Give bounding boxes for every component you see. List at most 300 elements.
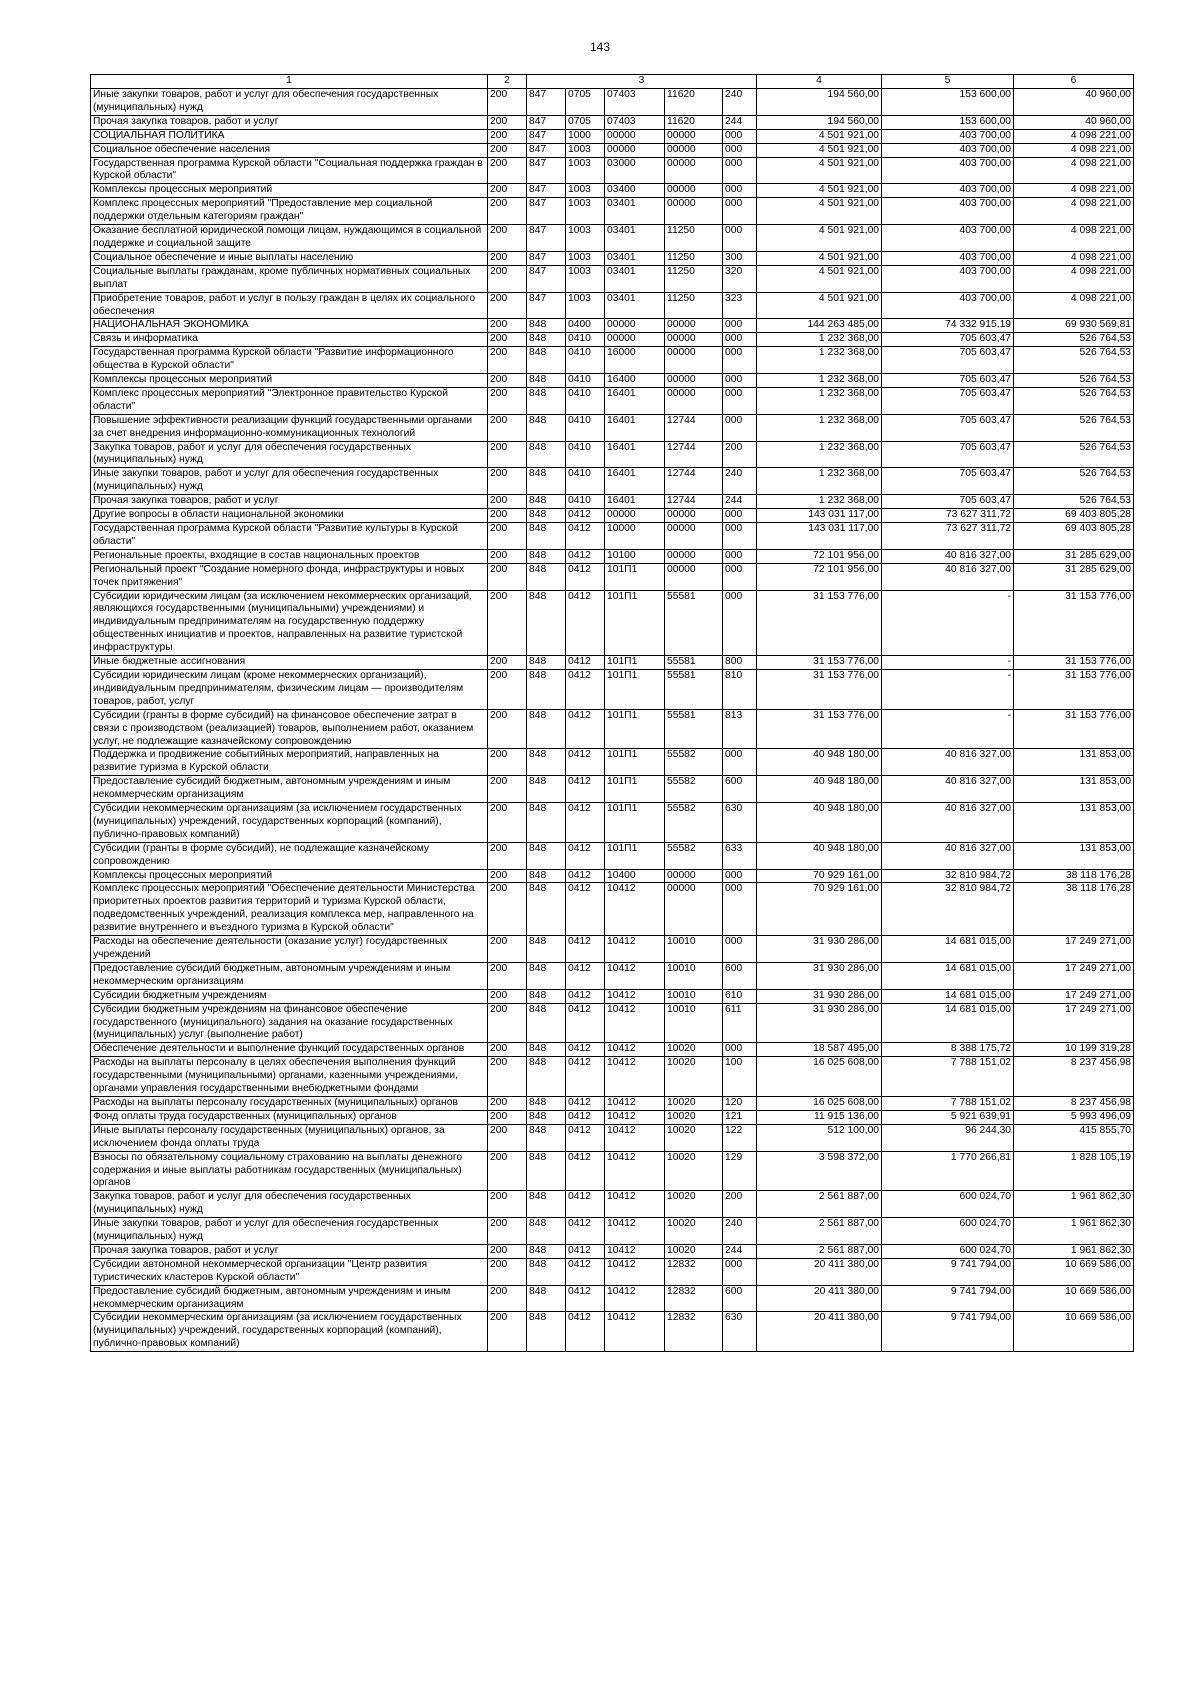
value-remaining: 1 961 862,30 [1014, 1191, 1134, 1218]
value-executed: 7 788 151,02 [882, 1057, 1014, 1097]
code-ministry: 847 [527, 198, 566, 225]
value-executed: 403 700,00 [882, 129, 1014, 143]
code-ministry: 847 [527, 115, 566, 129]
table-row [91, 387, 1134, 414]
code-direction: 00000 [665, 869, 723, 883]
code-direction: 00000 [665, 143, 723, 157]
code-ministry: 848 [527, 749, 566, 776]
code-program: 10100 [605, 549, 665, 563]
code-direction: 55581 [665, 709, 723, 749]
code-direction: 00000 [665, 184, 723, 198]
table-row [91, 1191, 1134, 1218]
row-name: Расходы на выплаты персоналу государственных (муниципальных) органов [91, 1096, 488, 1110]
code-program: 03401 [605, 265, 665, 292]
value-approved: 144 263 485,00 [757, 319, 882, 333]
row-name: Государственная программа Курской области "Социальная поддержка граждан в Курской области" [91, 157, 488, 184]
code-admin: 200 [488, 1057, 527, 1097]
value-executed: - [882, 709, 1014, 749]
value-approved: 31 930 286,00 [757, 962, 882, 989]
row-name: Прочая закупка товаров, работ и услуг [91, 115, 488, 129]
code-admin: 200 [488, 1312, 527, 1352]
code-ministry: 848 [527, 414, 566, 441]
row-name: Другие вопросы в области национальной экономики [91, 509, 488, 523]
row-name: Комплексы процессных мероприятий [91, 869, 488, 883]
table-row [91, 549, 1134, 563]
code-admin: 200 [488, 590, 527, 656]
table-row [91, 709, 1134, 749]
code-ministry: 848 [527, 803, 566, 843]
code-ministry: 848 [527, 1151, 566, 1191]
code-expense-type: 240 [723, 89, 757, 116]
table-row [91, 749, 1134, 776]
value-approved: 20 411 380,00 [757, 1285, 882, 1312]
value-executed: 403 700,00 [882, 198, 1014, 225]
page-number: 143 [589, 40, 611, 54]
value-executed: 7 788 151,02 [882, 1096, 1014, 1110]
code-ministry: 847 [527, 143, 566, 157]
code-direction: 00000 [665, 319, 723, 333]
code-admin: 200 [488, 523, 527, 550]
code-section: 0412 [566, 656, 605, 670]
row-name: Расходы на обеспечение деятельности (оказание услуг) государственных учреждений [91, 936, 488, 963]
code-admin: 200 [488, 129, 527, 143]
code-admin: 200 [488, 1244, 527, 1258]
value-approved: 11 915 136,00 [757, 1110, 882, 1124]
code-ministry: 848 [527, 709, 566, 749]
row-name: Связь и информатика [91, 333, 488, 347]
code-section: 1003 [566, 292, 605, 319]
code-section: 0410 [566, 333, 605, 347]
code-admin: 200 [488, 414, 527, 441]
value-remaining: 31 153 776,00 [1014, 709, 1134, 749]
code-section: 0410 [566, 387, 605, 414]
code-expense-type: 610 [723, 989, 757, 1003]
value-remaining: 526 764,53 [1014, 374, 1134, 388]
row-name: Субсидии юридическим лицам (кроме некоммерческих организаций), индивидуальным предпринимателям, физическим лицам — производителям товаров, работ, услуг [91, 669, 488, 709]
value-approved: 40 948 180,00 [757, 842, 882, 869]
table-row [91, 374, 1134, 388]
code-direction: 00000 [665, 347, 723, 374]
code-ministry: 847 [527, 129, 566, 143]
code-expense-type: 000 [723, 749, 757, 776]
table-row [91, 1312, 1134, 1352]
code-admin: 200 [488, 265, 527, 292]
value-remaining: 131 853,00 [1014, 776, 1134, 803]
value-executed: 705 603,47 [882, 387, 1014, 414]
code-section: 1003 [566, 265, 605, 292]
value-approved: 4 501 921,00 [757, 143, 882, 157]
code-admin: 200 [488, 549, 527, 563]
table-row [91, 1043, 1134, 1057]
column-header-1: 1 [91, 75, 488, 89]
code-section: 0412 [566, 669, 605, 709]
code-expense-type: 600 [723, 1285, 757, 1312]
code-section: 0412 [566, 1057, 605, 1097]
table-row [91, 143, 1134, 157]
value-executed: 14 681 015,00 [882, 936, 1014, 963]
row-name: Субсидии (гранты в форме субсидий), не подлежащие казначейскому сопровождению [91, 842, 488, 869]
code-direction: 10020 [665, 1218, 723, 1245]
code-admin: 200 [488, 468, 527, 495]
value-remaining: 31 153 776,00 [1014, 590, 1134, 656]
code-direction: 12744 [665, 414, 723, 441]
code-expense-type: 300 [723, 251, 757, 265]
row-name: Предоставление субсидий бюджетным, автономным учреждениям и иным некоммерческим организациям [91, 1285, 488, 1312]
code-program: 10412 [605, 989, 665, 1003]
code-admin: 200 [488, 776, 527, 803]
code-direction: 10020 [665, 1096, 723, 1110]
code-direction: 10010 [665, 1003, 723, 1043]
code-direction: 00000 [665, 333, 723, 347]
code-expense-type: 630 [723, 1312, 757, 1352]
value-executed: 153 600,00 [882, 89, 1014, 116]
value-approved: 72 101 956,00 [757, 549, 882, 563]
code-ministry: 848 [527, 590, 566, 656]
code-program: 10000 [605, 523, 665, 550]
code-admin: 200 [488, 333, 527, 347]
value-approved: 16 025 608,00 [757, 1057, 882, 1097]
code-section: 1003 [566, 251, 605, 265]
code-direction: 11250 [665, 265, 723, 292]
code-section: 1003 [566, 184, 605, 198]
code-section: 0412 [566, 1191, 605, 1218]
code-section: 0705 [566, 89, 605, 116]
value-approved: 31 930 286,00 [757, 989, 882, 1003]
code-section: 0410 [566, 441, 605, 468]
code-program: 101П1 [605, 776, 665, 803]
value-executed: 32 810 984,72 [882, 869, 1014, 883]
column-header-6: 6 [1014, 75, 1134, 89]
code-direction: 10020 [665, 1244, 723, 1258]
value-remaining: 69 403 805,28 [1014, 523, 1134, 550]
code-program: 00000 [605, 129, 665, 143]
code-program: 03401 [605, 292, 665, 319]
code-admin: 200 [488, 749, 527, 776]
code-ministry: 848 [527, 468, 566, 495]
code-program: 10412 [605, 1124, 665, 1151]
code-ministry: 847 [527, 89, 566, 116]
value-approved: 20 411 380,00 [757, 1258, 882, 1285]
value-approved: 72 101 956,00 [757, 563, 882, 590]
code-expense-type: 000 [723, 869, 757, 883]
value-executed: 40 816 327,00 [882, 842, 1014, 869]
value-approved: 4 501 921,00 [757, 251, 882, 265]
code-section: 0412 [566, 1244, 605, 1258]
code-program: 10412 [605, 1244, 665, 1258]
value-approved: 16 025 608,00 [757, 1096, 882, 1110]
code-expense-type: 122 [723, 1124, 757, 1151]
table-row [91, 776, 1134, 803]
code-expense-type: 000 [723, 347, 757, 374]
value-remaining: 10 199 319,28 [1014, 1043, 1134, 1057]
value-remaining: 526 764,53 [1014, 414, 1134, 441]
code-expense-type: 240 [723, 468, 757, 495]
code-admin: 200 [488, 842, 527, 869]
code-section: 1003 [566, 225, 605, 252]
code-ministry: 848 [527, 842, 566, 869]
code-expense-type: 000 [723, 374, 757, 388]
value-executed: 403 700,00 [882, 157, 1014, 184]
table-row [91, 89, 1134, 116]
code-program: 16401 [605, 495, 665, 509]
code-direction: 10020 [665, 1057, 723, 1097]
code-section: 1003 [566, 143, 605, 157]
code-ministry: 848 [527, 1043, 566, 1057]
row-name: Субсидии автономной некоммерческой организации "Центр развития туристических кластеров Курской области" [91, 1258, 488, 1285]
code-expense-type: 611 [723, 1003, 757, 1043]
value-remaining: 415 855,70 [1014, 1124, 1134, 1151]
code-ministry: 848 [527, 495, 566, 509]
value-remaining: 10 669 586,00 [1014, 1285, 1134, 1312]
value-approved: 143 031 117,00 [757, 509, 882, 523]
value-approved: 40 948 180,00 [757, 803, 882, 843]
code-expense-type: 000 [723, 523, 757, 550]
code-ministry: 848 [527, 563, 566, 590]
value-approved: 2 561 887,00 [757, 1218, 882, 1245]
table-row [91, 441, 1134, 468]
value-approved: 194 560,00 [757, 89, 882, 116]
code-section: 0410 [566, 347, 605, 374]
value-executed: 14 681 015,00 [882, 989, 1014, 1003]
code-section: 0412 [566, 776, 605, 803]
code-direction: 12744 [665, 468, 723, 495]
code-ministry: 847 [527, 265, 566, 292]
row-name: Комплекс процессных мероприятий "Предоставление мер социальной поддержки отдельным категориям граждан" [91, 198, 488, 225]
table-row [91, 292, 1134, 319]
code-program: 101П1 [605, 749, 665, 776]
table-row [91, 883, 1134, 936]
code-direction: 55581 [665, 590, 723, 656]
table-row [91, 1057, 1134, 1097]
value-remaining: 526 764,53 [1014, 495, 1134, 509]
value-remaining: 4 098 221,00 [1014, 225, 1134, 252]
code-expense-type: 000 [723, 509, 757, 523]
value-remaining: 69 403 805,28 [1014, 509, 1134, 523]
value-remaining: 4 098 221,00 [1014, 198, 1134, 225]
column-header-4: 4 [757, 75, 882, 89]
value-executed: 14 681 015,00 [882, 1003, 1014, 1043]
code-admin: 200 [488, 347, 527, 374]
value-executed: - [882, 590, 1014, 656]
code-direction: 12744 [665, 441, 723, 468]
code-admin: 200 [488, 803, 527, 843]
row-name: Иные закупки товаров, работ и услуг для обеспечения государственных (муниципальных) нужд [91, 1218, 488, 1245]
code-direction: 55581 [665, 656, 723, 670]
code-section: 0412 [566, 749, 605, 776]
value-remaining: 131 853,00 [1014, 749, 1134, 776]
code-expense-type: 000 [723, 184, 757, 198]
code-section: 0400 [566, 319, 605, 333]
code-expense-type: 000 [723, 129, 757, 143]
code-program: 16401 [605, 387, 665, 414]
value-executed: 40 816 327,00 [882, 549, 1014, 563]
row-name: Региональный проект "Создание номерного фонда, инфраструктуры и новых точек притяжения" [91, 563, 488, 590]
code-section: 1003 [566, 157, 605, 184]
row-name: Региональные проекты, входящие в состав национальных проектов [91, 549, 488, 563]
column-header-3: 3 [527, 75, 757, 89]
row-name: Обеспечение деятельности и выполнение функций государственных органов [91, 1043, 488, 1057]
value-executed: 705 603,47 [882, 495, 1014, 509]
code-admin: 200 [488, 1003, 527, 1043]
value-executed: 403 700,00 [882, 251, 1014, 265]
row-name: Фонд оплаты труда государственных (муниципальных) органов [91, 1110, 488, 1124]
code-admin: 200 [488, 387, 527, 414]
table-row [91, 157, 1134, 184]
code-ministry: 848 [527, 509, 566, 523]
code-direction: 00000 [665, 387, 723, 414]
value-remaining: 40 960,00 [1014, 115, 1134, 129]
code-program: 03401 [605, 225, 665, 252]
row-name: Субсидии бюджетным учреждениям на финансовое обеспечение государственного (муниципального) задания на оказание государственных (муниципальных) услуг (выполнение работ) [91, 1003, 488, 1043]
code-section: 0412 [566, 1312, 605, 1352]
code-ministry: 848 [527, 441, 566, 468]
value-approved: 31 153 776,00 [757, 590, 882, 656]
code-admin: 200 [488, 883, 527, 936]
code-expense-type: 000 [723, 319, 757, 333]
code-program: 00000 [605, 319, 665, 333]
value-executed: 9 741 794,00 [882, 1258, 1014, 1285]
value-remaining: 526 764,53 [1014, 468, 1134, 495]
code-ministry: 848 [527, 1057, 566, 1097]
code-expense-type: 000 [723, 1258, 757, 1285]
table-row [91, 495, 1134, 509]
row-name: Комплексы процессных мероприятий [91, 184, 488, 198]
code-direction: 12832 [665, 1258, 723, 1285]
code-direction: 11250 [665, 292, 723, 319]
code-expense-type: 810 [723, 669, 757, 709]
code-section: 0412 [566, 1096, 605, 1110]
table-row [91, 225, 1134, 252]
value-approved: 1 232 368,00 [757, 495, 882, 509]
value-executed: 705 603,47 [882, 333, 1014, 347]
value-remaining: 131 853,00 [1014, 842, 1134, 869]
value-approved: 4 501 921,00 [757, 198, 882, 225]
code-ministry: 848 [527, 319, 566, 333]
value-executed: 403 700,00 [882, 265, 1014, 292]
value-remaining: 17 249 271,00 [1014, 962, 1134, 989]
table-row [91, 319, 1134, 333]
value-remaining: 1 961 862,30 [1014, 1244, 1134, 1258]
row-name: Закупка товаров, работ и услуг для обеспечения государственных (муниципальных) нужд [91, 1191, 488, 1218]
row-name: Оказание бесплатной юридической помощи лицам, нуждающимся в социальной поддержке и социальной защите [91, 225, 488, 252]
table-row [91, 563, 1134, 590]
code-program: 10400 [605, 869, 665, 883]
value-remaining: 526 764,53 [1014, 441, 1134, 468]
value-executed: 9 741 794,00 [882, 1312, 1014, 1352]
budget-table [90, 74, 1134, 1352]
code-program: 10412 [605, 1003, 665, 1043]
row-name: Расходы на выплаты персоналу в целях обеспечения выполнения функций государственными (муниципальными) органами, казенными учреждениями, органами управления государственными внебюджетными фондами [91, 1057, 488, 1097]
value-approved: 31 153 776,00 [757, 709, 882, 749]
code-ministry: 848 [527, 656, 566, 670]
value-approved: 1 232 368,00 [757, 414, 882, 441]
value-executed: 40 816 327,00 [882, 749, 1014, 776]
code-direction: 10020 [665, 1124, 723, 1151]
code-expense-type: 000 [723, 333, 757, 347]
row-name: Социальное обеспечение и иные выплаты населению [91, 251, 488, 265]
value-executed: 705 603,47 [882, 374, 1014, 388]
value-approved: 40 948 180,00 [757, 749, 882, 776]
code-section: 0412 [566, 883, 605, 936]
code-admin: 200 [488, 495, 527, 509]
code-program: 07403 [605, 115, 665, 129]
value-executed: 5 921 639,91 [882, 1110, 1014, 1124]
code-section: 1003 [566, 198, 605, 225]
code-expense-type: 121 [723, 1110, 757, 1124]
code-ministry: 847 [527, 225, 566, 252]
code-program: 10412 [605, 1151, 665, 1191]
code-section: 0412 [566, 563, 605, 590]
value-approved: 40 948 180,00 [757, 776, 882, 803]
code-program: 10412 [605, 883, 665, 936]
code-direction: 11250 [665, 251, 723, 265]
code-ministry: 848 [527, 883, 566, 936]
code-section: 0412 [566, 1218, 605, 1245]
value-executed: 32 810 984,72 [882, 883, 1014, 936]
code-ministry: 848 [527, 523, 566, 550]
table-row [91, 989, 1134, 1003]
code-admin: 200 [488, 1218, 527, 1245]
value-executed: 600 024,70 [882, 1244, 1014, 1258]
code-program: 03400 [605, 184, 665, 198]
code-program: 16000 [605, 347, 665, 374]
row-name: Субсидии (гранты в форме субсидий) на финансовое обеспечение затрат в связи с производством (реализацией) товаров, выполнением работ, оказанием услуг, не подлежащие казначейскому сопровождению [91, 709, 488, 749]
code-direction: 10020 [665, 1110, 723, 1124]
code-program: 101П1 [605, 803, 665, 843]
code-section: 0412 [566, 989, 605, 1003]
table-row [91, 1110, 1134, 1124]
code-program: 16401 [605, 414, 665, 441]
code-section: 0412 [566, 590, 605, 656]
table-row [91, 1244, 1134, 1258]
code-section: 0412 [566, 549, 605, 563]
code-section: 0412 [566, 803, 605, 843]
code-direction: 55582 [665, 842, 723, 869]
code-expense-type: 633 [723, 842, 757, 869]
row-name: Субсидии некоммерческим организациям (за исключением государственных (муниципальных) учреждений, государственных корпораций (компаний), публично-правовых компаний) [91, 803, 488, 843]
code-expense-type: 323 [723, 292, 757, 319]
table-row [91, 251, 1134, 265]
table-row [91, 468, 1134, 495]
row-name: Предоставление субсидий бюджетным, автономным учреждениям и иным некоммерческим организациям [91, 962, 488, 989]
table-row [91, 656, 1134, 670]
value-remaining: 40 960,00 [1014, 89, 1134, 116]
code-direction: 55581 [665, 669, 723, 709]
row-name: Комплексы процессных мероприятий [91, 374, 488, 388]
code-direction: 55582 [665, 776, 723, 803]
code-section: 0412 [566, 523, 605, 550]
code-expense-type: 000 [723, 563, 757, 590]
value-remaining: 5 993 496,09 [1014, 1110, 1134, 1124]
value-executed: 600 024,70 [882, 1191, 1014, 1218]
value-executed: 705 603,47 [882, 414, 1014, 441]
value-approved: 31 930 286,00 [757, 936, 882, 963]
code-admin: 200 [488, 989, 527, 1003]
code-expense-type: 000 [723, 590, 757, 656]
value-approved: 70 929 161,00 [757, 883, 882, 936]
code-admin: 200 [488, 225, 527, 252]
table-row [91, 184, 1134, 198]
code-ministry: 848 [527, 936, 566, 963]
code-direction: 11250 [665, 225, 723, 252]
code-admin: 200 [488, 143, 527, 157]
value-approved: 143 031 117,00 [757, 523, 882, 550]
value-executed: 40 816 327,00 [882, 803, 1014, 843]
value-approved: 18 587 495,00 [757, 1043, 882, 1057]
value-remaining: 10 669 586,00 [1014, 1258, 1134, 1285]
code-admin: 200 [488, 157, 527, 184]
code-section: 0412 [566, 1258, 605, 1285]
